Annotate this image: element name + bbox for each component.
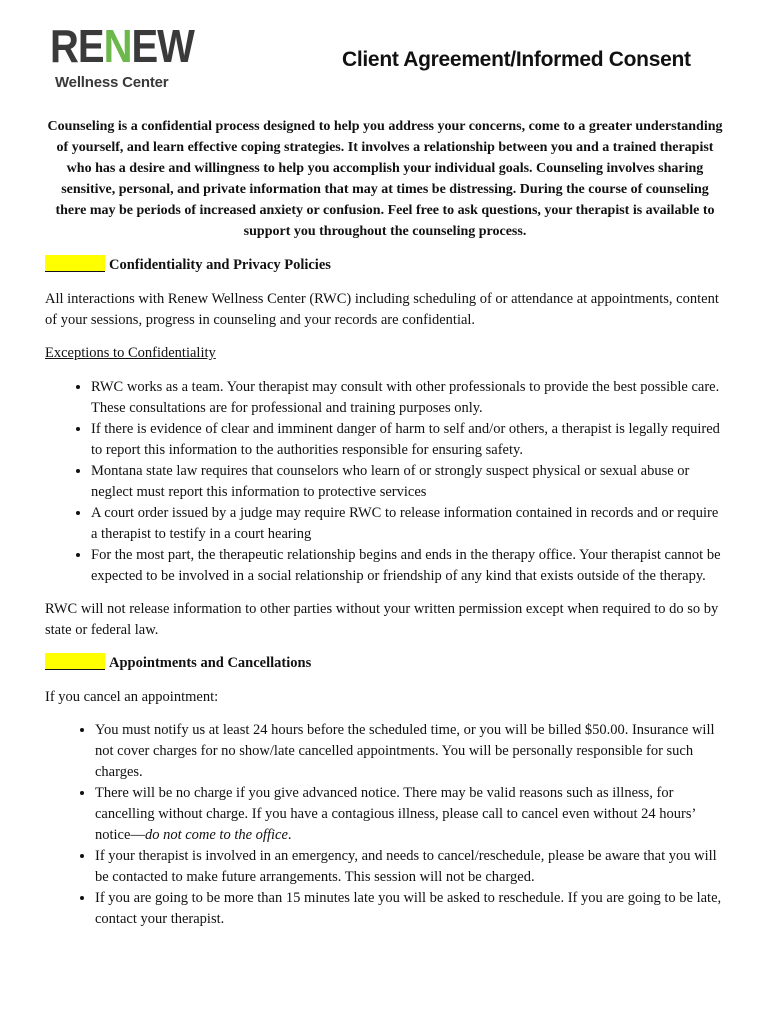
release-paragraph: RWC will not release information to other parties without your written permission except when required to do so by state or federal law. — [45, 601, 719, 638]
section-heading-appointments — [45, 653, 725, 674]
list-item: • RWC works as a team. Your therapist may consult with other professionals to provide the best possible care. These consultations are for professional and training purposes only. — [91, 377, 725, 419]
list-item: • If you are going to be more than 15 minutes late you will be asked to reschedule. If you are going to be late, contact your therapist. — [95, 888, 725, 930]
cancellation-list — [45, 720, 725, 930]
cancel-lead: If you cancel an appointment: — [45, 689, 219, 705]
exceptions-subheading: Exceptions to Confidentiality — [45, 345, 216, 361]
logo-text-ew: EW — [131, 21, 194, 73]
list-item: • Montana state law requires that counselors who learn of or strongly suspect physical or sexual abuse or neglect must report this information to protective services — [91, 461, 725, 503]
section-heading-confidentiality — [45, 255, 725, 276]
list-item — [95, 783, 725, 846]
intro-paragraph: Counseling is a confidential process designed to help you address your concerns, come to a greater understanding of yourself, and learn effective coping strategies. It involves a relationship between you and a trained therapist who has a desire and willingness to help you accomplish your individual goals. Counseling involves sharing sensitive, personal, and private information that may at times be distressing. During the course of counseling there may be periods of increased anxiety or confusion. Feel free to ask questions, your therapist is available to support you throughout the counseling process. — [47, 119, 723, 239]
initials-blank[interactable] — [45, 255, 105, 272]
list-item-text: There will be no charge if you give advanced notice. There may be valid reasons such as illness, for cancelling without charge. If you have a contagious illness, please call to cancel even without 24 hours’ notice— — [95, 785, 696, 843]
list-item: • If there is evidence of clear and imminent danger of harm to self and/or others, a therapist is legally required to report this information to the authorities responsible for ensuring safety. — [91, 419, 725, 461]
initials-blank[interactable] — [45, 653, 105, 670]
exceptions-list — [45, 377, 725, 587]
logo-text-re: RE — [50, 21, 104, 73]
confidentiality-paragraph: All interactions with Renew Wellness Center (RWC) including scheduling of or attendance at appointments, content of your sessions, progress in counseling and your records are confidential. — [45, 291, 719, 328]
list-item: • You must notify us at least 24 hours before the scheduled time, or you will be billed $50.00. Insurance will not cover charges for no show/late cancelled appointments. You will be personally responsible for such charges. — [95, 720, 725, 783]
list-item: • If your therapist is involved in an emergency, and needs to cancel/reschedule, please be aware that you will be contacted to make future arrangements. This session will not be charged. — [95, 846, 725, 888]
page-title: Client Agreement/Informed Consent — [342, 48, 691, 71]
logo-text-n: N — [103, 21, 132, 73]
logo-subtitle: Wellness Center — [55, 74, 169, 91]
list-item-punct: . — [287, 827, 292, 843]
list-item: • For the most part, the therapeutic relationship begins and ends in the therapy office. Your therapist cannot be expected to be involved in a social relationship or friendship of any kind that exists outside of the therapy. — [91, 545, 725, 587]
logo-wordmark — [50, 21, 194, 73]
section-heading-text: Confidentiality and Privacy Policies — [109, 257, 331, 273]
logo — [50, 21, 194, 96]
document-body — [45, 116, 725, 942]
section-heading-text: Appointments and Cancellations — [109, 655, 312, 671]
list-item: • A court order issued by a judge may require RWC to release information contained in records and or require a therapist to testify in a court hearing — [91, 503, 725, 545]
list-item-emphasis: do not come to the office — [144, 827, 288, 843]
